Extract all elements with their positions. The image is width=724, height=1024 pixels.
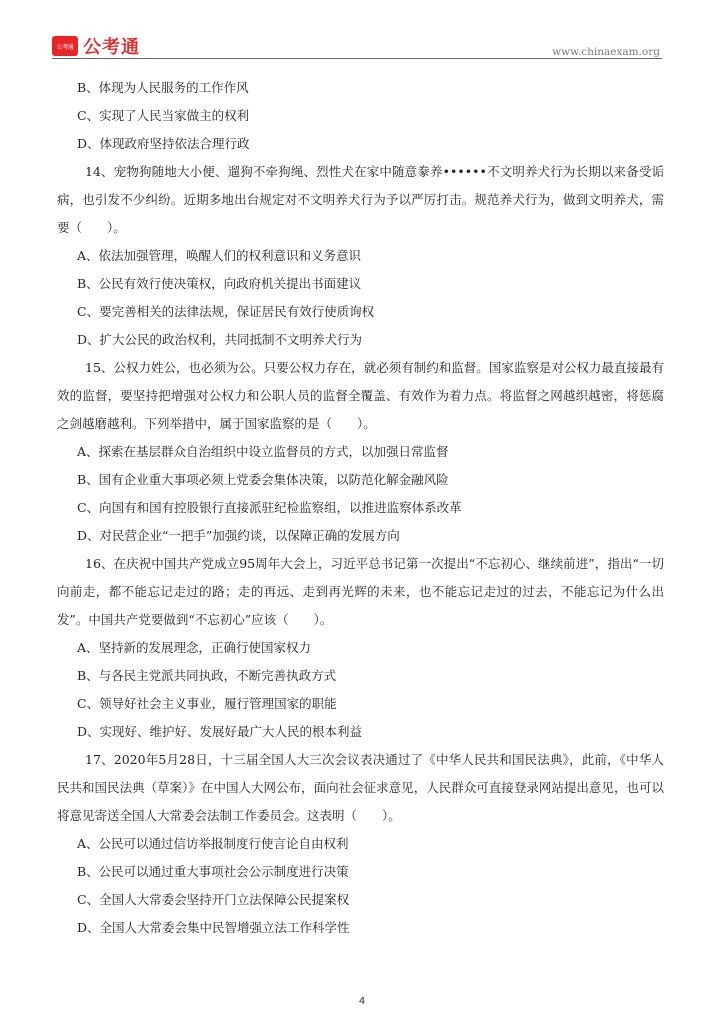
logo[interactable] [52,33,140,59]
question-stem: 14、宠物狗随地大小便、遛狗不牵狗绳、烈性犬在家中随意豢养••••••不文明养犬行为长期以来备受诟病，也引发不少纠纷。近期多地出台规定对不文明养犬行为予以严厉打击。规范养犬行为，做到文明养犬，需要（ ）。 [57,164,664,235]
document-body [57,74,664,942]
option-c: C、向国有和国有控股银行直接派驻纪检监察组，以推进监察体系改革 [77,500,462,515]
option-c: C、领导好社会主义事业，履行管理国家的职能 [77,696,337,711]
logo-text: 公考通 [83,37,140,58]
question-16 [57,550,664,746]
option-b: B、公民可以通过重大事项社会公示制度进行决策 [77,864,349,879]
option-b: B、国有企业重大事项必须上党委会集体决策，以防范化解金融风险 [77,472,449,487]
option-b: B、体现为人民服务的工作作风 [77,80,249,95]
logo-badge: 公考通 [52,36,78,56]
option-a: A、探索在基层群众自治组织中设立监督员的方式，以加强日常监督 [77,444,449,459]
option-b: B、与各民主党派共同执政，不断完善执政方式 [77,668,337,683]
previous-question-options [57,74,664,158]
question-14 [57,158,664,354]
page-header [0,0,724,60]
option-d: D、实现好、维护好、发展好最广大人民的根本利益 [77,724,363,739]
option-a: A、坚持新的发展理念，正确行使国家权力 [77,640,312,655]
question-stem: 17、2020年5月28日，十三届全国人大三次会议表决通过了《中华人民共和国民法典》，此前，《中华人民共和国民法典（草案）》在中国人大网公布，面向社会征求意见，人民群众可直接登录网站提出意见，也可以将意见寄送全国人大常委会法制工作委员会。这表明（ ）。 [57,752,664,823]
question-17 [57,746,664,942]
option-d: D、对民营企业“一把手”加强约谈，以保障正确的发展方向 [77,528,400,543]
option-a: A、依法加强管理，唤醒人们的权利意识和义务意识 [77,248,362,263]
header-divider [52,58,662,59]
option-c: C、全国人大常委会坚持开门立法保障公民提案权 [77,892,350,907]
option-c: C、实现了人民当家做主的权利 [77,108,250,123]
option-b: B、公民有效行使决策权，向政府机关提出书面建议 [77,276,362,291]
option-d: D、扩大公民的政治权利，共同抵制不文明养犬行为 [77,332,363,347]
question-15 [57,354,664,550]
site-url: www.chinaexam.org [552,46,660,58]
option-d: D、全国人大常委会集中民智增强立法工作科学性 [77,920,350,935]
option-a: A、公民可以通过信访举报制度行使言论自由权利 [77,836,349,851]
option-d: D、体现政府坚持依法合理行政 [77,136,250,151]
question-stem: 15、公权力姓公，也必须为公。只要公权力存在，就必须有制约和监督。国家监察是对公权力最直接最有效的监督，要坚持把增强对公权力和公职人员的监督全覆盖、有效作为着力点。将监督之网越织越密，将惩腐之剑越磨越利。下列举措中，属于国家监察的是（ ）。 [57,360,664,431]
question-stem: 16、在庆祝中国共产党成立95周年大会上，习近平总书记第一次提出“不忘初心、继续前进”，指出“一切向前走，都不能忘记走过的路；走的再远、走到再光辉的未来，也不能忘记走过的过去，不能忘记为什么出发”。中国共产党要做到“不忘初心”应该（ ）。 [57,556,664,627]
option-c: C、要完善相关的法律法规，保证居民有效行使质询权 [77,304,375,319]
page-number: 4 [358,996,366,1007]
